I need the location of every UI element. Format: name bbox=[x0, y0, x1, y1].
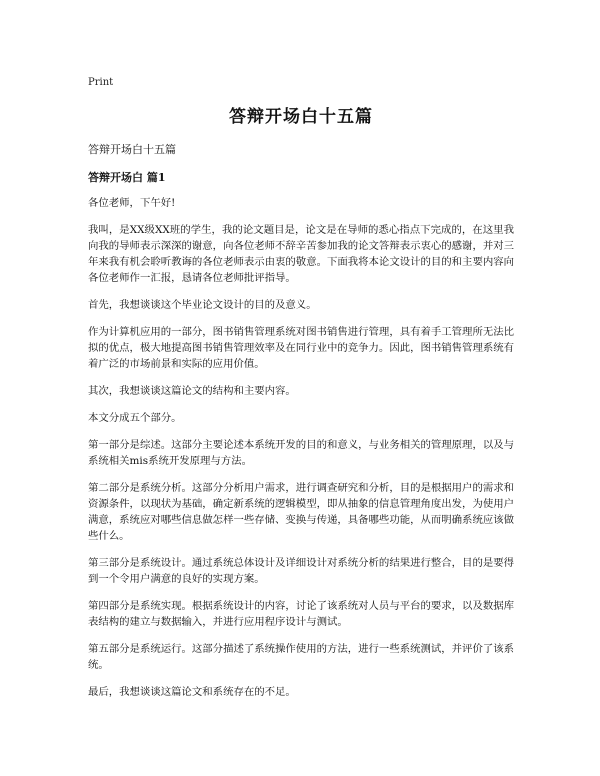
section-heading: 答辩开场白 篇1 bbox=[88, 171, 166, 184]
print-link[interactable]: Print bbox=[88, 77, 114, 88]
page-title: 答辩开场白十五篇 bbox=[229, 107, 373, 127]
paragraph-part-two: 第二部分是系统分析。这部分分析用户需求，进行调查研究和分析，目的是根据用户的需求和资源条件，以现状为基础，确定新系统的逻辑模型，即从抽象的信息管理角度出发，为使用户满意，系统应对哪些信息做怎样一些存储、变换与传递，具备哪些功能，从而明确系统应该做些什么。 bbox=[88, 482, 515, 542]
paragraph-part-three: 第三部分是系统设计。通过系统总体设计及详细设计对系统分析的结果进行整合，目的是要得到一个令用户满意的良好的实现方案。 bbox=[88, 557, 515, 585]
paragraph-five-parts: 本文分成五个部分。 bbox=[88, 412, 182, 424]
paragraph-part-one: 第一部分是综述。这部分主要论述本系统开发的目的和意义，与业务相关的管理原理，以及与系统相关mis系统开发原理与方法。 bbox=[88, 439, 515, 467]
greeting-paragraph: 各位老师，下午好! bbox=[88, 197, 176, 209]
paragraph-structure-heading: 其次，我想谈谈这篇论文的结构和主要内容。 bbox=[88, 385, 296, 397]
paragraph-part-five: 第五部分是系统运行。这部分描述了系统操作使用的方法，进行一些系统测试，并评价了该系统。 bbox=[88, 643, 515, 671]
paragraph-conclusion-heading: 最后，我想谈谈这篇论文和系统存在的不足。 bbox=[88, 686, 296, 698]
paragraph-part-four: 第四部分是系统实现。根据系统设计的内容，讨论了该系统对人员与平台的要求，以及数据库表结构的建立与数据输入，并进行应用程序设计与测试。 bbox=[88, 600, 515, 628]
document-page bbox=[88, 70, 514, 700]
paragraph-purpose: 作为计算机应用的一部分，图书销售管理系统对图书销售进行管理，具有着手工管理所无法比拟的优点，极大地提高图书销售管理效率及在同行业中的竞争力。因此，图书销售管理系统有着广泛的市场前景和实际的应用价值。 bbox=[88, 326, 515, 370]
document-subtitle: 答辩开场白十五篇 bbox=[88, 143, 176, 156]
paragraph-intro: 我叫，是XX级XX班的学生，我的论文题目是，论文是在导师的悉心指点下完成的，在这里我向我的导师表示深深的谢意，向各位老师不辞辛苦参加我的论文答辩表示衷心的感谢，并对三年来我有机会聆听教诲的各位老师表示由衷的敬意。下面我将本论文设计的目的和主要内容向各位老师作一汇报，恳请各位老师批评指导。 bbox=[88, 224, 515, 284]
paragraph-purpose-heading: 首先，我想谈谈这个毕业论文设计的目的及意义。 bbox=[88, 299, 317, 311]
